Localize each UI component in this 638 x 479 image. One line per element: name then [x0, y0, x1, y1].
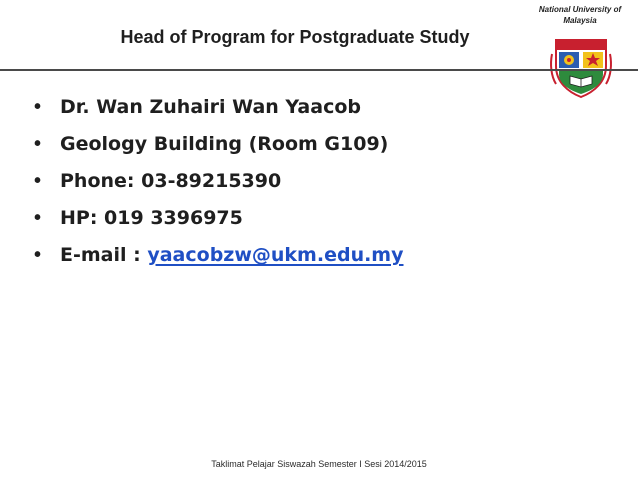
header-divider [0, 69, 638, 71]
contact-item-office [34, 129, 404, 166]
university-name-line1: National University of [538, 5, 622, 14]
contact-list [34, 92, 404, 277]
bullet-icon: • [34, 207, 42, 229]
email-label: E-mail : [60, 244, 148, 266]
bullet-icon: • [34, 170, 42, 192]
university-name [530, 4, 630, 26]
contact-hp: HP: 019 3396975 [60, 207, 243, 229]
contact-item-name [34, 92, 404, 129]
contact-item-phone [34, 166, 404, 203]
bullet-icon: • [34, 133, 42, 155]
contact-name: Dr. Wan Zuhairi Wan Yaacob [60, 96, 361, 118]
bullet-icon: • [34, 244, 42, 266]
contact-item-hp [34, 203, 404, 240]
slide-title: Head of Program for Postgraduate Study [120, 27, 470, 47]
footer-text: Taklimat Pelajar Siswazah Semester I Sesi 2014/2015 [211, 459, 427, 469]
contact-phone: Phone: 03-89215390 [60, 170, 282, 192]
contact-office: Geology Building (Room G109) [60, 133, 389, 155]
contact-item-email [34, 240, 404, 277]
email-link[interactable]: yaacobzw@ukm.edu.my [147, 244, 404, 266]
university-crest-icon [548, 34, 614, 100]
university-name-line2: Malaysia [563, 16, 597, 25]
bullet-icon: • [34, 96, 42, 118]
